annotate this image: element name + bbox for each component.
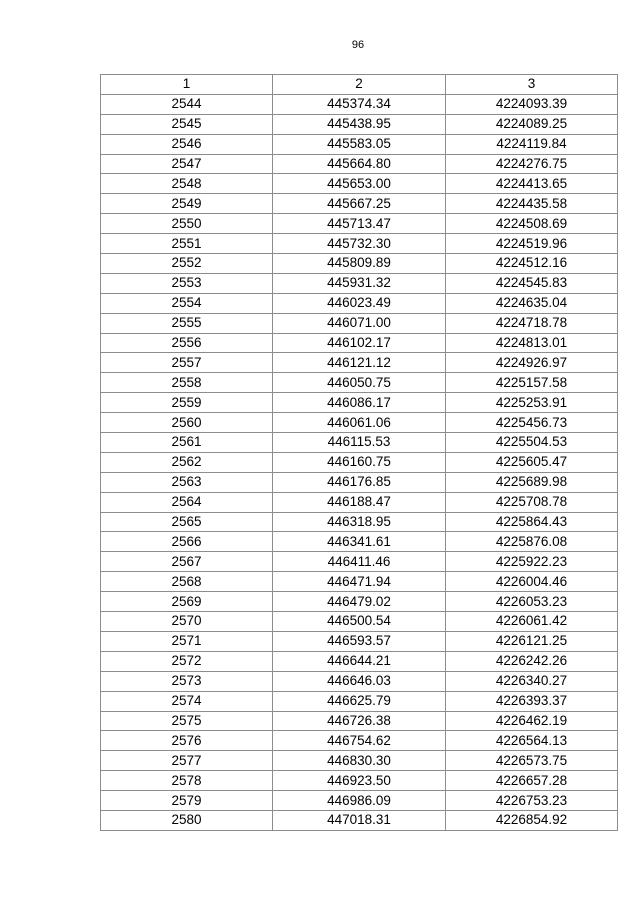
table-cell: 446176.85 — [273, 472, 446, 492]
table-header — [101, 75, 618, 95]
table-row — [101, 214, 618, 234]
table-row — [101, 691, 618, 711]
table-cell: 446188.47 — [273, 492, 446, 512]
table-cell: 446121.12 — [273, 353, 446, 373]
table-cell: 2562 — [101, 452, 273, 472]
table-row — [101, 234, 618, 254]
table-cell: 446644.21 — [273, 651, 446, 671]
table-row — [101, 731, 618, 751]
table-cell: 4225605.47 — [446, 452, 618, 472]
column-header-3: 3 — [446, 75, 618, 95]
table-cell: 445732.30 — [273, 234, 446, 254]
table-cell: 4224512.16 — [446, 254, 618, 274]
table-cell: 4226564.13 — [446, 731, 618, 751]
table-row — [101, 492, 618, 512]
table-cell: 446086.17 — [273, 393, 446, 413]
table-row — [101, 273, 618, 293]
table-row — [101, 810, 618, 830]
table-cell: 446023.49 — [273, 293, 446, 313]
table-row — [101, 393, 618, 413]
table-cell: 2545 — [101, 114, 273, 134]
table-cell: 2576 — [101, 731, 273, 751]
table-cell: 4226340.27 — [446, 671, 618, 691]
table-row — [101, 771, 618, 791]
table-cell: 2567 — [101, 552, 273, 572]
table-cell: 2577 — [101, 751, 273, 771]
table-cell: 446071.00 — [273, 313, 446, 333]
table-cell: 445667.25 — [273, 194, 446, 214]
table-cell: 4225456.73 — [446, 413, 618, 433]
table-cell: 2556 — [101, 333, 273, 353]
table-row — [101, 333, 618, 353]
table-row — [101, 572, 618, 592]
table-cell: 4224635.04 — [446, 293, 618, 313]
table-cell: 446102.17 — [273, 333, 446, 353]
table-cell: 4226753.23 — [446, 791, 618, 811]
table-cell: 4224545.83 — [446, 273, 618, 293]
table-cell: 4226121.25 — [446, 631, 618, 651]
table-row — [101, 631, 618, 651]
table-cell: 2546 — [101, 134, 273, 154]
table-row — [101, 114, 618, 134]
table-cell: 445374.34 — [273, 94, 446, 114]
table-cell: 4226053.23 — [446, 592, 618, 612]
table-cell: 2579 — [101, 791, 273, 811]
table-cell: 4224926.97 — [446, 353, 618, 373]
table-cell: 4226462.19 — [446, 711, 618, 731]
table-cell: 2547 — [101, 154, 273, 174]
table-cell: 446754.62 — [273, 731, 446, 751]
table-cell: 4225504.53 — [446, 433, 618, 453]
table-cell: 445438.95 — [273, 114, 446, 134]
table-cell: 446830.30 — [273, 751, 446, 771]
table-row — [101, 194, 618, 214]
table-cell: 4225689.98 — [446, 472, 618, 492]
table-row — [101, 353, 618, 373]
table-cell: 446726.38 — [273, 711, 446, 731]
table-cell: 2555 — [101, 313, 273, 333]
table-row — [101, 711, 618, 731]
coordinates-table — [100, 74, 618, 831]
header-row — [101, 75, 618, 95]
table-row — [101, 791, 618, 811]
table-row — [101, 313, 618, 333]
table-cell: 2554 — [101, 293, 273, 313]
table-cell: 2559 — [101, 393, 273, 413]
table-cell: 2564 — [101, 492, 273, 512]
table-cell: 2574 — [101, 691, 273, 711]
table-cell: 445809.89 — [273, 254, 446, 274]
table-cell: 4224435.58 — [446, 194, 618, 214]
table-cell: 2560 — [101, 413, 273, 433]
table-row — [101, 512, 618, 532]
table-cell: 446479.02 — [273, 592, 446, 612]
table-cell: 2551 — [101, 234, 273, 254]
table-cell: 4226854.92 — [446, 810, 618, 830]
table-cell: 445931.32 — [273, 273, 446, 293]
table-row — [101, 94, 618, 114]
table-cell: 2549 — [101, 194, 273, 214]
table-cell: 447018.31 — [273, 810, 446, 830]
table-cell: 4226004.46 — [446, 572, 618, 592]
table-cell: 2557 — [101, 353, 273, 373]
table-cell: 4225876.08 — [446, 532, 618, 552]
table-cell: 2571 — [101, 631, 273, 651]
table-row — [101, 472, 618, 492]
table-cell: 4225157.58 — [446, 373, 618, 393]
table-cell: 446318.95 — [273, 512, 446, 532]
table-cell: 4225922.23 — [446, 552, 618, 572]
table-cell: 446500.54 — [273, 612, 446, 632]
table-cell: 4224718.78 — [446, 313, 618, 333]
table-cell: 446050.75 — [273, 373, 446, 393]
table-cell: 2568 — [101, 572, 273, 592]
table-row — [101, 413, 618, 433]
table-cell: 4226242.26 — [446, 651, 618, 671]
table-cell: 446115.53 — [273, 433, 446, 453]
table-cell: 446471.94 — [273, 572, 446, 592]
table-cell: 2553 — [101, 273, 273, 293]
table-cell: 2548 — [101, 174, 273, 194]
table-body — [101, 94, 618, 830]
table-cell: 2578 — [101, 771, 273, 791]
table-cell: 2558 — [101, 373, 273, 393]
table-cell: 446593.57 — [273, 631, 446, 651]
table-cell: 446341.61 — [273, 532, 446, 552]
table-cell: 446625.79 — [273, 691, 446, 711]
table-cell: 2566 — [101, 532, 273, 552]
table-row — [101, 134, 618, 154]
table-row — [101, 552, 618, 572]
table-cell: 446160.75 — [273, 452, 446, 472]
table-cell: 445653.00 — [273, 174, 446, 194]
table-row — [101, 433, 618, 453]
table-cell: 4225864.43 — [446, 512, 618, 532]
table-cell: 4224508.69 — [446, 214, 618, 234]
table-cell: 4224089.25 — [446, 114, 618, 134]
table-cell: 446923.50 — [273, 771, 446, 791]
table-cell: 2563 — [101, 472, 273, 492]
table-cell: 2580 — [101, 810, 273, 830]
table-cell: 446411.46 — [273, 552, 446, 572]
table-cell: 446061.06 — [273, 413, 446, 433]
table-cell: 2569 — [101, 592, 273, 612]
table-cell: 4226657.28 — [446, 771, 618, 791]
table-cell: 4225708.78 — [446, 492, 618, 512]
table-cell: 2573 — [101, 671, 273, 691]
table-cell: 446986.09 — [273, 791, 446, 811]
table-row — [101, 373, 618, 393]
table-cell: 445713.47 — [273, 214, 446, 234]
table-cell: 445664.80 — [273, 154, 446, 174]
table-cell: 2575 — [101, 711, 273, 731]
table-row — [101, 174, 618, 194]
table-row — [101, 612, 618, 632]
table-cell: 2572 — [101, 651, 273, 671]
column-header-1: 1 — [101, 75, 273, 95]
table-cell: 4224276.75 — [446, 154, 618, 174]
table-cell: 446646.03 — [273, 671, 446, 691]
table-cell: 2570 — [101, 612, 273, 632]
page-number: 96 — [351, 39, 365, 51]
table-row — [101, 532, 618, 552]
table-row — [101, 254, 618, 274]
table-cell: 2552 — [101, 254, 273, 274]
table-cell: 4226573.75 — [446, 751, 618, 771]
table-cell: 4226061.42 — [446, 612, 618, 632]
table-cell: 4224519.96 — [446, 234, 618, 254]
table-cell: 2565 — [101, 512, 273, 532]
table-cell: 4226393.37 — [446, 691, 618, 711]
column-header-2: 2 — [273, 75, 446, 95]
table-cell: 4224813.01 — [446, 333, 618, 353]
table-cell: 4225253.91 — [446, 393, 618, 413]
table-row — [101, 751, 618, 771]
table-row — [101, 671, 618, 691]
table-cell: 4224413.65 — [446, 174, 618, 194]
table-row — [101, 154, 618, 174]
table-row — [101, 452, 618, 472]
table-cell: 4224119.84 — [446, 134, 618, 154]
table-row — [101, 592, 618, 612]
table-row — [101, 651, 618, 671]
table-cell: 2544 — [101, 94, 273, 114]
table-cell: 2561 — [101, 433, 273, 453]
table-cell: 4224093.39 — [446, 94, 618, 114]
table-row — [101, 293, 618, 313]
table-cell: 2550 — [101, 214, 273, 234]
table-cell: 445583.05 — [273, 134, 446, 154]
